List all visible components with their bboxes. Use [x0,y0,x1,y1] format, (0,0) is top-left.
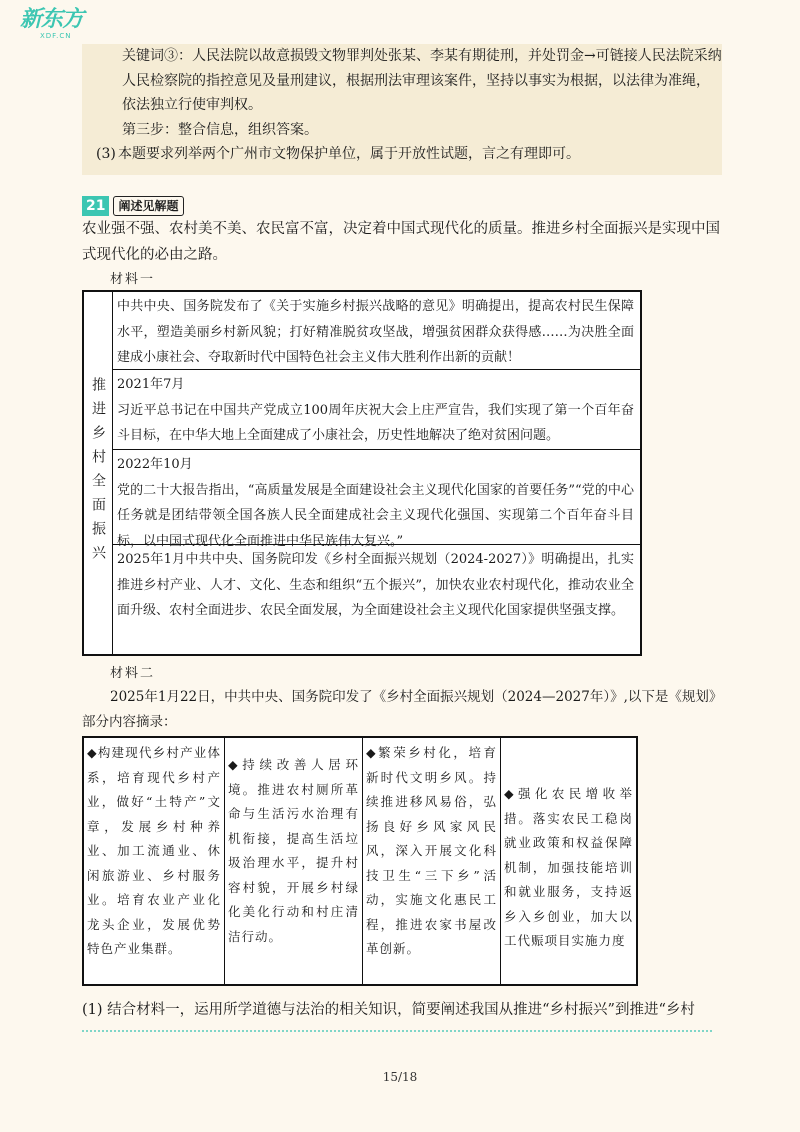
answer-analysis-block [82,44,722,175]
dotted-divider [82,1030,712,1032]
material1-row: 2025年1月中共中央、国务院印发《乡村全面振兴规划（2024-2027）》明确提出，扎实推进乡村产业、人才、文化、生态和组织“五个振兴”，加快农业农村现代化，推动农业全面升级、农村全面进步、农民全面发展，为全面建设社会主义现代化国家提供坚强支撑。 [117,552,634,618]
item3-text: 本题要求列举两个广州市文物保护单位，属于开放性试题，言之有理即可。 [118,146,580,162]
sub-question-1: (1) 结合材料一，运用所学道德与法治的相关知识，简要阐述我国从推进“乡村振兴”到推进“乡村 [82,1002,695,1018]
question-intro: 农业强不强、农村美不美、农民富不富，决定着中国式现代化的质量。推进乡村全面振兴是实现中国式现代化的必由之路。 [82,221,720,263]
material2-intro: 2025年1月22日，中共中央、国务院印发了《乡村全面振兴规划（2024—2027年）》,以下是《规划》部分内容摘录： [82,689,716,730]
material1-label: 材料一 [110,272,156,287]
question-number: 21 [82,196,109,216]
logo-subtext: XDF.CN [40,32,72,40]
keyword3-text: 关键词③：人民法院以故意损毁文物罪判处张某、李某有期徒刑，并处罚金→可链接人民法院采纳人民检察院的指控意见及量刑建议，根据刑法审理该案件，坚持以事实为根据，以法律为准绳，依法独立行使审判权。 [122,48,722,113]
plan-excerpt-cell: ◆构建现代乡村产业体系，培育现代乡村产业，做好“土特产”文章，发展乡村种养业、加工流通业、休闲旅游业、乡村服务业。培育农业产业化龙头企业，发展优势特色产业集群。 [84,738,225,984]
question-header [82,195,184,217]
material1-table [82,290,642,656]
page-number: 15/18 [382,1070,418,1084]
material2-table [82,736,638,986]
material1-side-label-cell [84,292,113,654]
plan-excerpt-text: ◆强化农民增收举措。落实农民工稳岗就业政策和权益保障机制，加强技能培训和就业服务，支持返乡入乡创业，加大以工代赈项目实施力度 [504,786,633,948]
step3-text: 第三步：整合信息，组织答案。 [122,121,318,138]
logo-text: 新东方 [20,7,84,32]
item3-number: (3) [96,146,116,162]
xdf-logo [20,8,90,48]
material1-row: 2021年7月 习近平总书记在中国共产党成立100周年庆祝大会上庄严宣告，我们实现了第一个百年奋斗目标，在中华大地上全面建成了小康社会，历史性地解决了绝对贫困问题。 [113,370,640,450]
material2-label: 材料二 [110,666,156,681]
material1-row: 中共中央、国务院发布了《关于实施乡村振兴战略的意见》明确提出，提高农村民生保障水平，塑造美丽乡村新风貌；打好精准脱贫攻坚战，增强贫困群众获得感……为决胜全面建成小康社会、夺取新时代中国特色社会主义伟大胜利作出新的贡献！ [113,292,640,370]
answer-item-3 [82,142,722,167]
plan-excerpt-cell: ◆持续改善人居环境。推进农村厕所革命与生活污水治理有机衔接，提高生活垃圾治理水平，提升村容村貌，开展乡村绿化美化行动和村庄清洁行动。 [225,738,363,984]
material1-side-label: 推进乡村全面振兴 [90,377,106,569]
plan-excerpt-cell [501,738,636,984]
question-type-tag: 阐述见解题 [113,196,183,216]
material1-rows [113,292,640,654]
material1-row: 2022年10月 党的二十大报告指出，“高质量发展是全面建设社会主义现代化国家的首要任务”“党的中心任务就是团结带领全国各族人民全面建成社会主义现代化强国、实现第二个百年奋斗目标，以中国式现代化全面推进中华民族伟大复兴。” [113,450,640,545]
plan-excerpt-cell: ◆繁荣乡村化，培育新时代文明乡风。持续推进移风易俗，弘扬良好乡风家风民风，深入开展文化科技卫生“三下乡”活动，实施文化惠民工程，推进农家书屋改革创新。 [363,738,501,984]
